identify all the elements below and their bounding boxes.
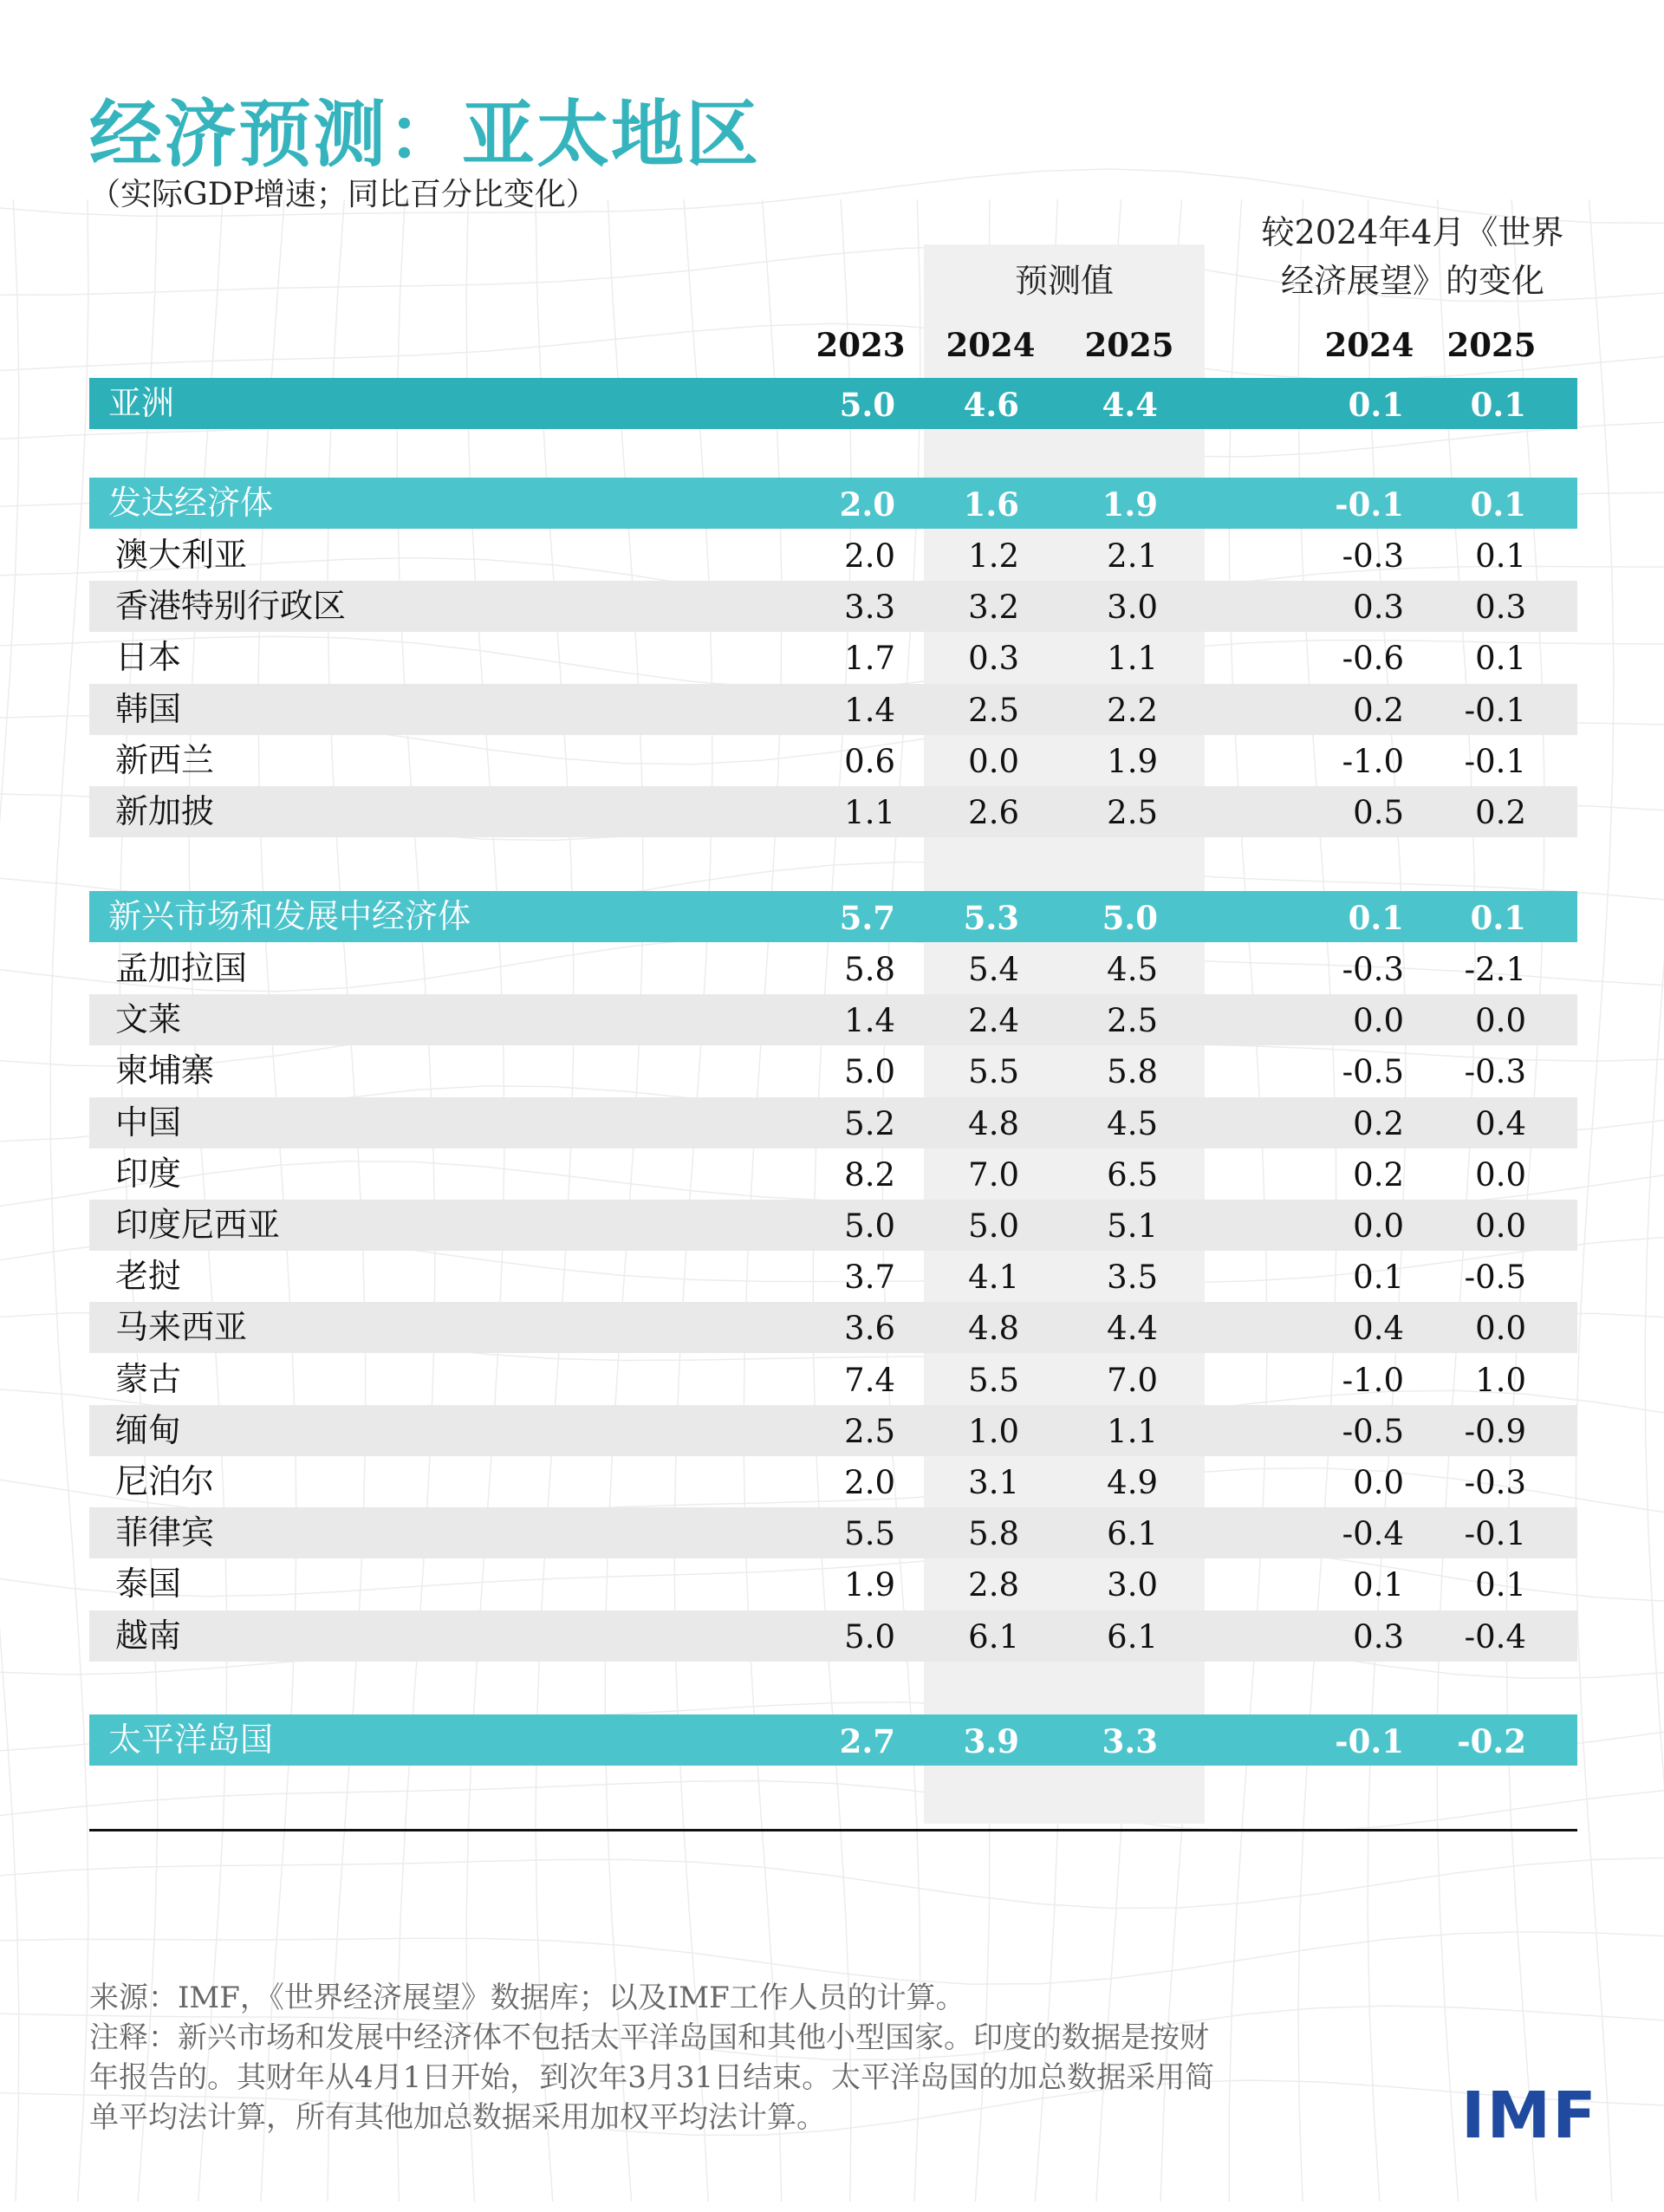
value-cell: 5.5: [968, 1053, 1019, 1091]
value-cell: 0.1: [1475, 640, 1526, 678]
value-cell: 0.0: [1475, 1155, 1526, 1194]
value-cell: 5.0: [844, 1053, 895, 1091]
value-cell: -1.0: [1342, 742, 1404, 780]
value-cell: 4.5: [1107, 1104, 1158, 1142]
value-cell: 3.3: [844, 589, 895, 627]
value-cell: 0.1: [1353, 1566, 1404, 1604]
value-cell: 3.9: [963, 1722, 1019, 1760]
value-cell: 1.1: [844, 794, 895, 831]
value-cell: 0.0: [968, 742, 1019, 780]
row-label: 孟加拉国: [115, 949, 248, 987]
value-cell: -0.1: [1464, 1515, 1526, 1553]
value-cell: 1.7: [844, 640, 895, 678]
value-cell: 0.5: [1353, 794, 1404, 831]
value-cell: -0.5: [1342, 1053, 1404, 1091]
value-cell: 0.1: [1348, 899, 1404, 937]
value-cell: 4.6: [963, 386, 1019, 424]
value-cell: -0.3: [1464, 1464, 1526, 1501]
value-cell: 2.0: [839, 485, 895, 524]
value-cell: 5.8: [844, 951, 895, 988]
value-cell: 5.0: [844, 1617, 895, 1656]
value-cell: 0.3: [1475, 589, 1526, 627]
value-cell: -0.1: [1335, 485, 1404, 524]
row-label: 印度: [115, 1154, 182, 1193]
row-label: 澳大利亚: [115, 536, 248, 574]
table-row: [89, 994, 1577, 1045]
table-row: [89, 1354, 1577, 1405]
table-row: [89, 1251, 1577, 1302]
value-cell: 1.1: [1107, 1412, 1158, 1450]
group-row: [89, 478, 1577, 529]
change-header: [1239, 208, 1586, 305]
value-cell: 3.2: [968, 589, 1019, 627]
value-cell: -0.4: [1464, 1617, 1526, 1656]
value-cell: 6.1: [1107, 1617, 1158, 1656]
value-cell: -2.1: [1464, 951, 1526, 988]
change-header-line2: 经济展望》的变化: [1280, 262, 1544, 300]
row-label: 文莱: [115, 1000, 182, 1039]
forecast-header: 预测值: [1014, 262, 1114, 300]
table-row: [89, 632, 1577, 683]
value-cell: -0.6: [1342, 640, 1404, 678]
table-row: [89, 786, 1577, 837]
value-cell: 1.0: [968, 1412, 1019, 1450]
value-cell: 5.2: [844, 1104, 895, 1142]
change-year-header-2024: 2024: [1324, 326, 1414, 364]
value-cell: 2.0: [844, 537, 895, 575]
value-cell: 5.1: [1107, 1207, 1158, 1245]
value-cell: -0.1: [1335, 1722, 1404, 1760]
value-cell: 4.8: [968, 1310, 1019, 1348]
value-cell: -0.4: [1342, 1515, 1404, 1553]
value-cell: 0.1: [1475, 1566, 1526, 1604]
value-cell: 3.6: [844, 1310, 895, 1348]
year-header-2024: 2024: [946, 326, 1036, 364]
value-cell: 0.1: [1470, 386, 1526, 424]
value-cell: 4.5: [1107, 951, 1158, 988]
change-header-line1: 较2024年4月《世界: [1261, 213, 1564, 251]
row-label: 柬埔寨: [115, 1051, 215, 1090]
value-cell: 3.7: [844, 1259, 895, 1297]
value-cell: -0.3: [1342, 951, 1404, 988]
value-cell: 4.4: [1102, 386, 1158, 424]
value-cell: 2.5: [1107, 1002, 1158, 1040]
row-label: 泰国: [115, 1565, 182, 1604]
value-cell: 0.2: [1353, 1104, 1404, 1142]
table-row: [89, 1302, 1577, 1353]
value-cell: 5.4: [968, 951, 1019, 988]
value-cell: 0.3: [1353, 1617, 1404, 1656]
row-label: 马来西亚: [115, 1308, 248, 1347]
value-cell: 0.0: [1475, 1310, 1526, 1348]
row-label: 尼泊尔: [115, 1462, 215, 1500]
row-label: 印度尼西亚: [115, 1206, 281, 1244]
value-cell: -0.3: [1342, 537, 1404, 575]
value-cell: 0.1: [1348, 386, 1404, 424]
table-row: [89, 581, 1577, 632]
row-label: 新西兰: [115, 740, 215, 779]
value-cell: 2.7: [839, 1722, 895, 1760]
table-row: [89, 1200, 1577, 1251]
value-cell: -0.1: [1464, 691, 1526, 729]
group-row: [89, 1714, 1577, 1766]
value-cell: 4.1: [968, 1259, 1019, 1297]
value-cell: 0.3: [1353, 589, 1404, 627]
value-cell: 7.0: [968, 1155, 1019, 1194]
value-cell: 5.0: [1102, 899, 1158, 937]
row-label: 韩国: [115, 689, 182, 728]
value-cell: 3.5: [1107, 1259, 1158, 1297]
value-cell: 5.0: [968, 1207, 1019, 1245]
table-row: [89, 684, 1577, 735]
row-label: 菲律宾: [115, 1513, 215, 1552]
note-line-3: 单平均法计算，所有其他加总数据采用加权平均法计算。: [89, 2100, 826, 2135]
group-row: [89, 891, 1577, 942]
group-row: [89, 378, 1577, 429]
value-cell: 7.0: [1107, 1361, 1158, 1399]
table-row: [89, 943, 1577, 994]
table-row: [89, 1405, 1577, 1456]
value-cell: 2.0: [844, 1464, 895, 1501]
value-cell: 5.5: [968, 1361, 1019, 1399]
value-cell: 6.5: [1107, 1155, 1158, 1194]
value-cell: 4.4: [1107, 1310, 1158, 1348]
table-row: [89, 735, 1577, 786]
change-year-header-2025: 2025: [1446, 326, 1537, 364]
row-label: 新加披: [115, 792, 215, 830]
value-cell: 1.9: [844, 1566, 895, 1604]
value-cell: -0.3: [1464, 1053, 1526, 1091]
page-title: 经济预测：亚太地区: [89, 92, 761, 177]
value-cell: 0.2: [1353, 691, 1404, 729]
value-cell: 0.1: [1353, 1259, 1404, 1297]
value-cell: 5.5: [844, 1515, 895, 1553]
value-cell: 0.0: [1475, 1002, 1526, 1040]
value-cell: 3.3: [1102, 1722, 1158, 1760]
note-line-2: 年报告的。其财年从4月1日开始，到次年3月31日结束。太平洋岛国的加总数据采用简: [89, 2060, 1215, 2095]
value-cell: 1.6: [963, 485, 1019, 524]
year-header-2023: 2023: [816, 326, 906, 364]
value-cell: 5.3: [963, 899, 1019, 937]
value-cell: 1.2: [968, 537, 1019, 575]
notes: [89, 1978, 1389, 2137]
value-cell: 5.0: [839, 386, 895, 424]
value-cell: -0.9: [1464, 1412, 1526, 1450]
value-cell: -0.1: [1464, 742, 1526, 780]
row-label: 新兴市场和发展中经济体: [108, 897, 471, 935]
value-cell: 2.5: [844, 1412, 895, 1450]
value-cell: 4.8: [968, 1104, 1019, 1142]
page-subtitle: （实际GDP增速；同比百分比变化）: [89, 177, 597, 212]
value-cell: 0.2: [1353, 1155, 1404, 1194]
value-cell: 0.6: [844, 742, 895, 780]
value-cell: -0.5: [1342, 1412, 1404, 1450]
value-cell: 0.1: [1470, 485, 1526, 524]
value-cell: 0.0: [1475, 1207, 1526, 1245]
value-cell: 3.0: [1107, 589, 1158, 627]
table-row: [89, 1045, 1577, 1096]
value-cell: 0.2: [1475, 794, 1526, 831]
row-label: 香港特别行政区: [115, 587, 347, 626]
value-cell: 5.8: [968, 1515, 1019, 1553]
value-cell: 0.3: [968, 640, 1019, 678]
note-line-1: 注释：新兴市场和发展中经济体不包括太平洋岛国和其他小型国家。印度的数据是按财: [89, 2020, 1209, 2055]
value-cell: 2.4: [968, 1002, 1019, 1040]
value-cell: 3.1: [968, 1464, 1019, 1501]
value-cell: 4.9: [1107, 1464, 1158, 1501]
value-cell: 0.4: [1475, 1104, 1526, 1142]
source-note: 来源：IMF，《世界经济展望》数据库；以及IMF工作人员的计算。: [89, 1981, 965, 2015]
row-label: 日本: [115, 638, 182, 677]
value-cell: -1.0: [1342, 1361, 1404, 1399]
table-row: [89, 530, 1577, 581]
value-cell: 1.4: [844, 691, 895, 729]
value-cell: 2.1: [1107, 537, 1158, 575]
value-cell: 2.2: [1107, 691, 1158, 729]
value-cell: 0.0: [1353, 1207, 1404, 1245]
row-label: 亚洲: [108, 384, 175, 422]
row-label: 越南: [115, 1616, 182, 1655]
value-cell: 5.0: [844, 1207, 895, 1245]
value-cell: 1.9: [1102, 485, 1158, 524]
value-cell: 3.0: [1107, 1566, 1158, 1604]
value-cell: 5.8: [1107, 1053, 1158, 1091]
value-cell: 8.2: [844, 1155, 895, 1194]
value-cell: 0.1: [1470, 899, 1526, 937]
value-cell: 2.5: [1107, 794, 1158, 831]
value-cell: 2.6: [968, 794, 1019, 831]
value-cell: 7.4: [844, 1361, 895, 1399]
value-cell: 2.5: [968, 691, 1019, 729]
row-label: 老挝: [115, 1257, 182, 1296]
value-cell: 0.4: [1353, 1310, 1404, 1348]
value-cell: -0.2: [1457, 1722, 1526, 1760]
value-cell: 0.0: [1353, 1002, 1404, 1040]
table-bottom-rule: [89, 1829, 1577, 1831]
value-cell: -0.5: [1464, 1259, 1526, 1297]
value-cell: 2.8: [968, 1566, 1019, 1604]
value-cell: 1.4: [844, 1002, 895, 1040]
row-label: 蒙古: [115, 1359, 182, 1398]
value-cell: 1.0: [1475, 1361, 1526, 1399]
table-row: [89, 1097, 1577, 1148]
row-label: 中国: [115, 1103, 182, 1142]
value-cell: 6.1: [968, 1617, 1019, 1656]
value-cell: 1.1: [1107, 640, 1158, 678]
imf-logo: IMF: [1461, 2079, 1598, 2153]
year-header-2025: 2025: [1084, 326, 1174, 364]
value-cell: 1.9: [1107, 742, 1158, 780]
value-cell: 0.1: [1475, 537, 1526, 575]
table-row: [89, 1456, 1577, 1507]
value-cell: 0.0: [1353, 1464, 1404, 1501]
row-label: 发达经济体: [108, 484, 274, 522]
table-row: [89, 1610, 1577, 1662]
value-cell: 5.7: [839, 899, 895, 937]
row-label: 太平洋岛国: [108, 1721, 274, 1759]
table-row: [89, 1558, 1577, 1610]
table-row: [89, 1148, 1577, 1200]
value-cell: 6.1: [1107, 1515, 1158, 1553]
table-row: [89, 1507, 1577, 1558]
row-label: 缅甸: [115, 1410, 182, 1449]
